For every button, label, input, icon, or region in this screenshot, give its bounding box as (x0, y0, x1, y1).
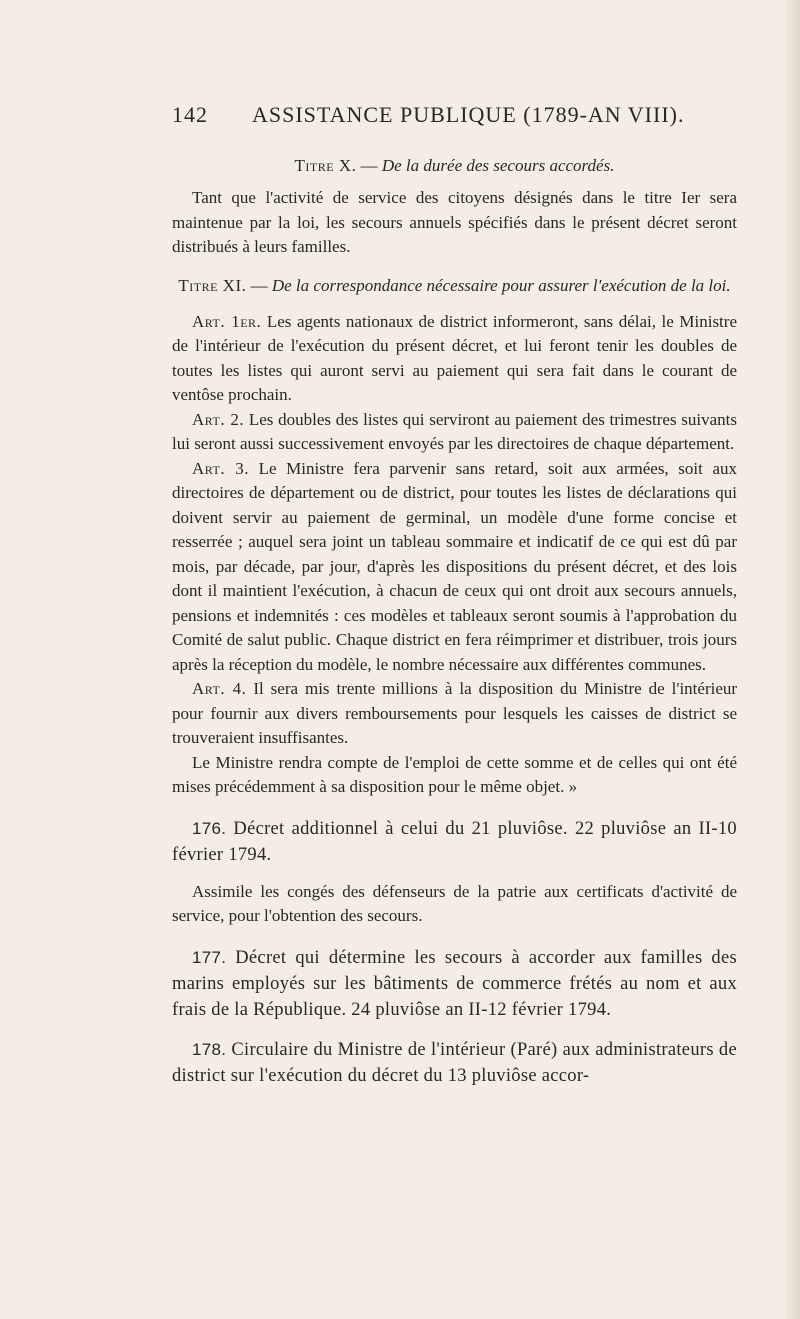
titre-x-dash: — (356, 156, 382, 175)
entry-176-number: 176. (192, 818, 227, 838)
page-number: 142 (172, 102, 208, 127)
entry-176-summary: Assimile les congés des défenseurs de la patrie aux certificats d'activité de service, pour l'obtention des secours. (172, 881, 737, 925)
entry-178-text: Circulaire du Ministre de l'intérieur (Paré) aux administrateurs de district sur l'exécution du décret du 13 pluviôse accor- (172, 1039, 737, 1086)
article-3-label: Art. 3. (192, 458, 249, 478)
article-2-text: Les doubles des listes qui serviront au paiement des trimestres suivants lui seront aussi successivement envoyés par les directoires de chaque département. (172, 409, 738, 453)
titre-xi-title: De la correspondance nécessaire pour assurer l'exécution de la loi. (271, 275, 731, 295)
article-2 (172, 408, 737, 457)
article-3-text: Le Ministre fera parvenir sans retard, soit aux armées, soit aux directoires de département ou de district, pour toutes les listes de déclarations qui doivent servir au paiement de germinal, un modèle d'une forme concise et resserrée ; auquel sera joint un tableau sommaire et indicatif de ce qui est dû par mois, par décade, par jour, d'après les dispositions du présent décret, et des lois dont il maintient l'exécution, à chacun de ceux qui ont droit aux secours annuels, pensions et indemnités : ces modèles et tableaux seront soumis à l'approbation du Comité de salut public. Chaque district en fera réimprimer et distribuer, trois jours après la réception du modèle, le nombre nécessaire aux différentes communes. (172, 458, 738, 674)
closing-paragraph: Le Ministre rendra compte de l'emploi de cette somme et de celles qui ont été mises précédemment à sa disposition pour le même objet. » (172, 752, 737, 796)
article-1 (172, 310, 737, 408)
titre-xi-label: Titre XI. (178, 275, 247, 295)
titre-x-heading (172, 156, 737, 176)
article-4 (172, 677, 737, 751)
running-head (172, 102, 737, 128)
entry-177-text: Décret qui détermine les secours à accorder aux familles des marins employés sur les bâtiments de commerce frétés au nom et aux frais de la République. 24 pluviôse an II-12 février 1794. (172, 947, 737, 1020)
entry-176 (172, 816, 737, 868)
running-title: ASSISTANCE PUBLIQUE (1789-AN VIII). (252, 102, 685, 127)
entry-176-text: Décret additionnel à celui du 21 pluviôse. 22 pluviôse an II-10 février 1794. (172, 818, 737, 865)
titre-x-title: De la durée des secours accordés. (381, 156, 615, 175)
entry-178-number: 178. (192, 1039, 227, 1059)
titre-x-label: Titre X. (294, 156, 357, 175)
article-1-text: Les agents nationaux de district informeront, sans délai, le Ministre de l'intérieur de l'exécution du présent décret, et lui feront tenir les doubles de toutes les listes qui auront servi au paiement qui sera fait dans le courant de ventôse prochain. (172, 311, 737, 404)
titre-xi-heading (172, 274, 737, 298)
titre-x-paragraph: Tant que l'activité de service des citoyens désignés dans le titre Ier sera maintenue par la loi, les secours annuels spécifiés dans le présent décret seront distribués à leurs familles. (172, 188, 737, 256)
article-2-label: Art. 2. (192, 409, 245, 429)
titre-xi-dash: — (246, 275, 272, 295)
article-4-text: Il sera mis trente millions à la disposition du Ministre de l'intérieur pour fournir aux divers remboursements pour lesquels les caisses de district se trouveraient insuffisantes. (172, 679, 738, 747)
entry-177 (172, 945, 737, 1023)
article-1-label: Art. 1er. (192, 311, 262, 331)
page-edge (786, 0, 800, 1319)
entry-178 (172, 1037, 737, 1089)
article-4-label: Art. 4. (192, 679, 247, 698)
content (172, 156, 737, 1089)
article-3 (172, 457, 737, 678)
entry-177-number: 177. (192, 947, 227, 967)
